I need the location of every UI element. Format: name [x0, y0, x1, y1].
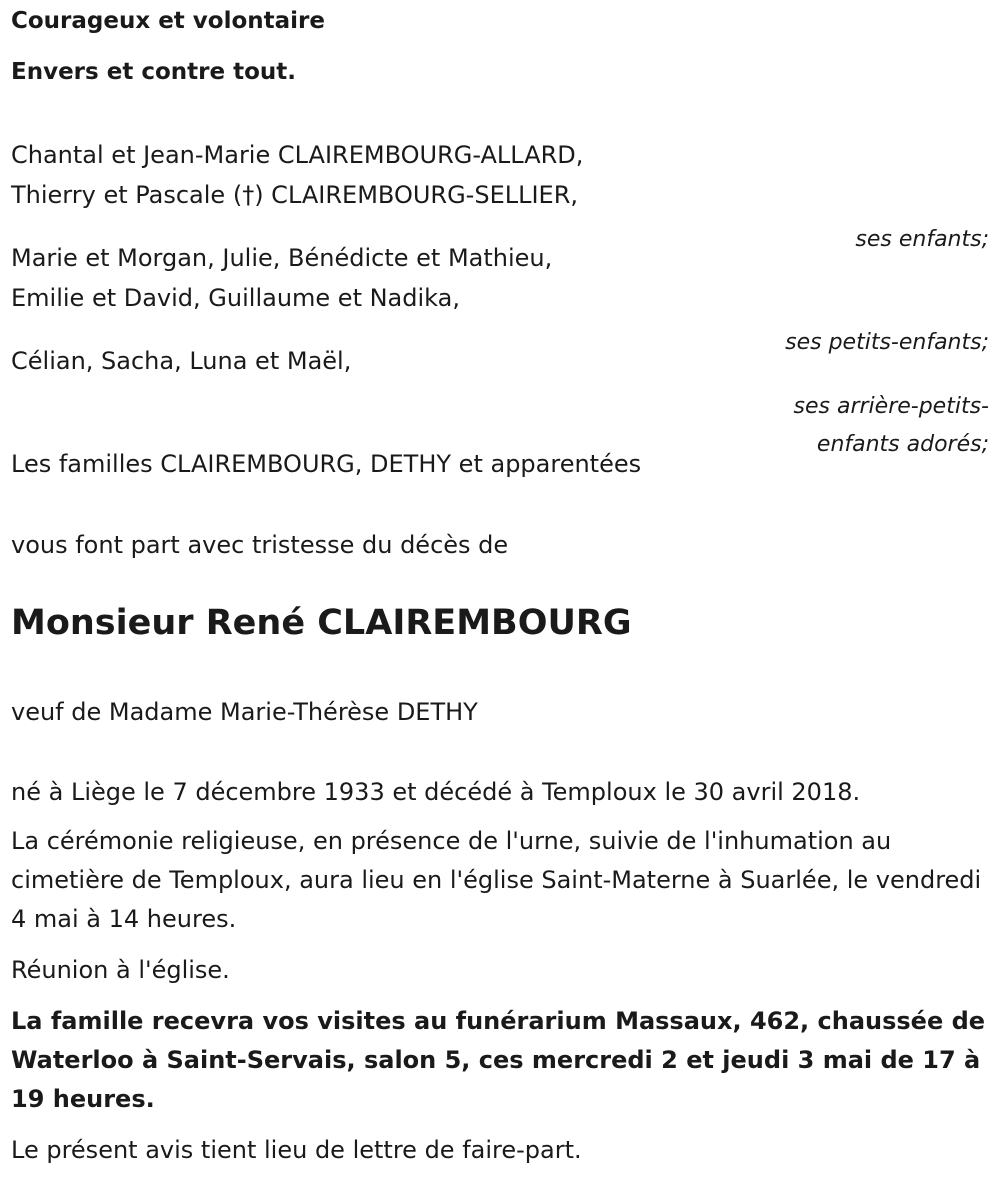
epigraph-line-2: Envers et contre tout.: [11, 59, 296, 85]
visits-paragraph: La famille recevra vos visites au funérarium Massaux, 462, chaussée de Waterloo à Saint-Servais, salon 5, ces mercredi 2 et jeudi 3 mai de 17 à 19 heures.: [11, 1007, 986, 1113]
closing-line: Le présent avis tient lieu de lettre de faire-part.: [11, 1136, 582, 1164]
grandchildren-line-2: Emilie et David, Guillaume et Nadika,: [11, 284, 460, 312]
children-relation: ses enfants;: [855, 227, 989, 252]
birth-death-line: né à Liège le 7 décembre 1933 et décédé à Temploux le 30 avril 2018.: [11, 778, 861, 806]
children-line-1: Chantal et Jean-Marie CLAIREMBOURG-ALLARD,: [11, 141, 584, 169]
widower-line: veuf de Madame Marie-Thérèse DETHY: [11, 698, 478, 726]
great-grandchildren-line-1: Célian, Sacha, Luna et Maël,: [11, 347, 352, 375]
great-grandchildren-relation-1: ses arrière-petits-: [793, 394, 989, 419]
announcement-line: vous font part avec tristesse du décès de: [11, 531, 509, 559]
grandchildren-relation: ses petits-enfants;: [785, 330, 989, 355]
great-grandchildren-relation-2: enfants adorés;: [816, 432, 989, 457]
families-line: Les familles CLAIREMBOURG, DETHY et apparentées: [11, 450, 642, 478]
children-line-2: Thierry et Pascale (†) CLAIREMBOURG-SELLIER,: [11, 181, 579, 209]
grandchildren-line-1: Marie et Morgan, Julie, Bénédicte et Mathieu,: [11, 244, 553, 272]
deceased-name: Monsieur René CLAIREMBOURG: [11, 603, 632, 643]
meeting-line: Réunion à l'église.: [11, 956, 230, 984]
epigraph-line-1: Courageux et volontaire: [11, 8, 325, 34]
ceremony-paragraph: La cérémonie religieuse, en présence de l'urne, suivie de l'inhumation au cimetière de Temploux, aura lieu en l'église Saint-Materne à Suarlée, le vendredi 4 mai à 14 heures.: [11, 827, 982, 933]
